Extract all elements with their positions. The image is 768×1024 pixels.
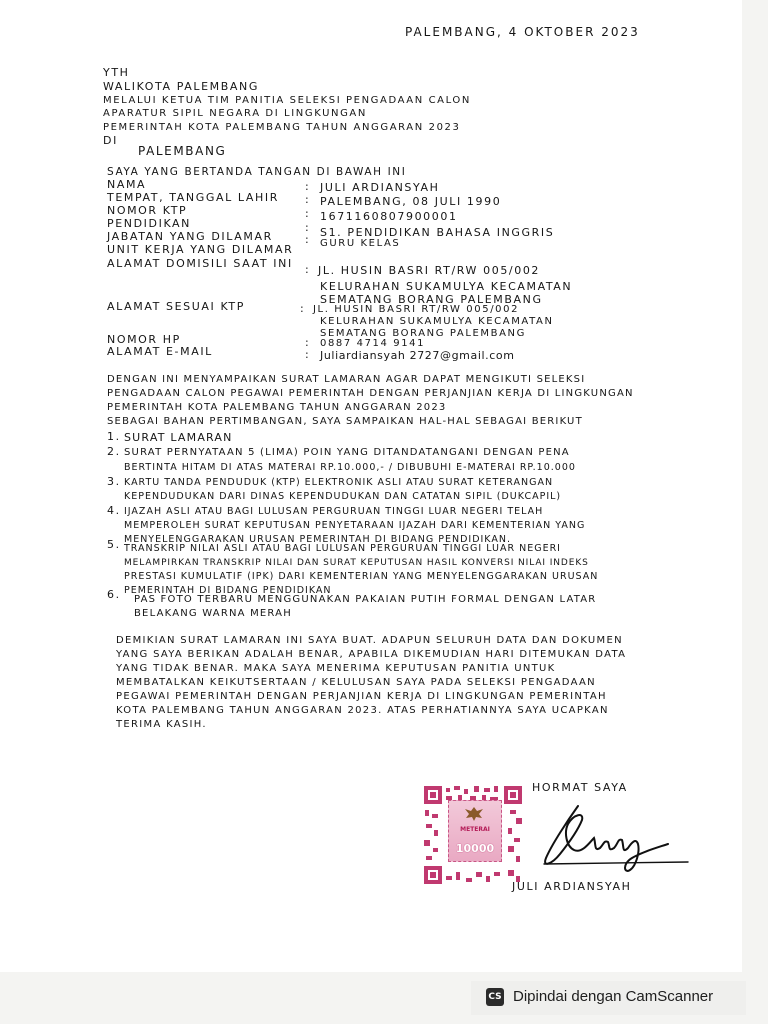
list-number: 5. <box>107 538 121 551</box>
field-value: Juliardiansyah 2727@gmail.com <box>320 349 515 362</box>
closing-line: TERIMA KASIH. <box>116 719 207 730</box>
field-colon: : <box>305 193 311 206</box>
list-item: MEMPEROLEH SURAT KEPUTUSAN PENYETARAAN IJAZAH DARI KEMENTERIAN YANG <box>124 520 586 531</box>
garuda-emblem-icon <box>463 805 485 823</box>
list-item: BERTINTA HITAM DI ATAS MATERAI RP.10.000,- / DIBUBUHI E-MATERAI RP.10.000 <box>124 462 576 473</box>
field-label: PENDIDIKAN <box>107 217 192 230</box>
list-number: 6. <box>107 588 121 601</box>
closing-line: MEMBATALKAN KEIKUTSERTAAN / KELULUSAN SAYA PADA SELEKSI PENGADAAN <box>116 677 596 688</box>
list-item: MENYELENGGARAKAN URUSAN PEMERINTAH DI BIDANG PENDIDIKAN. <box>124 534 511 545</box>
closing-line: DEMIKIAN SURAT LAMARAN INI SAYA BUAT. ADAPUN SELURUH DATA DAN DOKUMEN <box>116 635 623 646</box>
field-colon: : <box>300 302 306 315</box>
field-colon: : <box>305 336 311 349</box>
field-label: JABATAN YANG DILAMAR <box>107 230 273 243</box>
field-label: NAMA <box>107 178 147 191</box>
list-item: BELAKANG WARNA MERAH <box>134 608 292 619</box>
field-value: JULI ARDIANSYAH <box>320 181 440 194</box>
field-colon: : <box>305 233 311 246</box>
paragraph-line: SEBAGAI BAHAN PERTIMBANGAN, SAYA SAMPAIKAN HAL-HAL SEBAGAI BERIKUT <box>107 416 583 427</box>
list-item: KARTU TANDA PENDUDUK (KTP) ELEKTRONIK ASLI ATAU SURAT KETERANGAN <box>124 477 554 488</box>
list-item: MELAMPIRKAN TRANSKRIP NILAI DAN SURAT KEPUTUSAN HASIL KONVERSI NILAI INDEKS <box>124 558 589 568</box>
field-colon: : <box>305 263 311 276</box>
field-colon: : <box>305 221 311 234</box>
list-item: PRESTASI KUMULATIF (IPK) DARI KEMENTERIAN YANG MENYELENGGARAKAN URUSAN <box>124 571 599 582</box>
field-label: NOMOR HP <box>107 333 181 346</box>
field-value: JL. HUSIN BASRI RT/RW 005/002 <box>313 304 520 315</box>
list-item: PAS FOTO TERBARU MENGGUNAKAN PAKAIAN PUTIH FORMAL DENGAN LATAR <box>134 594 597 605</box>
field-label: NOMOR KTP <box>107 204 188 217</box>
closing-line: YANG SAYA BERIKAN ADALAH BENAR, APABILA DIKEMUDIAN HARI DITEMUKAN DATA <box>116 649 627 660</box>
stamp-value: 10000 <box>455 842 495 855</box>
field-value: 1671160807900001 <box>320 210 458 223</box>
address-line: PEMERINTAH KOTA PALEMBANG TAHUN ANGGARAN 2023 <box>103 122 461 133</box>
signature-title: HORMAT SAYA <box>532 781 628 794</box>
closing-line: YANG TIDAK BENAR. MAKA SAYA MENERIMA KEPUTUSAN PANITIA UNTUK <box>116 663 556 674</box>
list-number: 2. <box>107 445 121 458</box>
address-line: YTH <box>103 66 130 79</box>
paragraph-line: DENGAN INI MENYAMPAIKAN SURAT LAMARAN AGAR DAPAT MENGIKUTI SELEKSI <box>107 374 586 385</box>
list-item: SURAT PERNYATAAN 5 (LIMA) POIN YANG DITANDATANGANI DENGAN PENA <box>124 447 570 458</box>
paragraph-line: PEMERINTAH KOTA PALEMBANG TAHUN ANGGARAN 2023 <box>107 402 447 413</box>
closing-line: PEGAWAI PEMERINTAH DENGAN PERJANJIAN KERJA DI LINGKUNGAN PEMERINTAH <box>116 691 607 702</box>
field-colon: : <box>305 180 311 193</box>
address-line: WALIKOTA PALEMBANG <box>103 80 259 93</box>
field-value: SEMATANG BORANG PALEMBANG <box>320 293 543 306</box>
field-value: SEMATANG BORANG PALEMBANG <box>320 328 526 339</box>
list-number: 3. <box>107 475 121 488</box>
intro-line: SAYA YANG BERTANDA TANGAN DI BAWAH INI <box>107 166 407 178</box>
field-value: KELURAHAN SUKAMULYA KECAMATAN <box>320 280 573 293</box>
camscanner-watermark-text: Dipindai dengan CamScanner <box>513 988 714 1005</box>
handwritten-signature <box>538 800 690 880</box>
field-colon: : <box>305 207 311 220</box>
address-line: MELALUI KETUA TIM PANITIA SELEKSI PENGADAAN CALON <box>103 95 471 106</box>
address-line: DI <box>103 134 118 147</box>
letter-date: PALEMBANG, 4 OKTOBER 2023 <box>405 25 640 39</box>
field-value: JL. HUSIN BASRI RT/RW 005/002 <box>318 264 541 277</box>
field-value: 0887 4714 9141 <box>320 338 426 349</box>
closing-line: KOTA PALEMBANG TAHUN ANGGARAN 2023. ATAS PERHATIANNYA SAYA UCAPKAN <box>116 705 609 716</box>
field-label: ALAMAT DOMISILI SAAT INI <box>107 257 293 270</box>
field-value: PALEMBANG, 08 JULI 1990 <box>320 195 502 208</box>
field-label: ALAMAT SESUAI KTP <box>107 300 245 313</box>
field-label: ALAMAT E-MAIL <box>107 345 213 358</box>
list-number: 1. <box>107 430 121 443</box>
list-item: KEPENDUDUKAN DARI DINAS KEPENDUDUKAN DAN CATATAN SIPIL (DUKCAPIL) <box>124 491 562 502</box>
list-item: IJAZAH ASLI ATAU BAGI LULUSAN PERGURUAN TINGGI LUAR NEGERI TELAH <box>124 506 544 517</box>
list-item: TRANSKRIP NILAI ASLI ATAU BAGI LULUSAN PERGURUAN TINGGI LUAR NEGERI <box>124 543 561 554</box>
field-value: S1. PENDIDIKAN BAHASA INGGRIS <box>320 226 555 239</box>
field-label: TEMPAT, TANGGAL LAHIR <box>107 191 279 204</box>
camscanner-logo-icon: CS <box>486 988 504 1006</box>
field-colon: : <box>305 348 311 361</box>
list-item: SURAT LAMARAN <box>124 431 233 444</box>
signer-name: JULI ARDIANSYAH <box>512 880 632 893</box>
field-value: GURU KELAS <box>320 238 401 249</box>
address-line: APARATUR SIPIL NEGARA DI LINGKUNGAN <box>103 108 367 119</box>
list-number: 4. <box>107 504 121 517</box>
field-value: KELURAHAN SUKAMULYA KECAMATAN <box>320 316 554 327</box>
address-line: PALEMBANG <box>138 144 227 158</box>
stamp-label: METERAI <box>460 826 490 833</box>
meterai-stamp <box>448 800 502 862</box>
list-item: PEMERINTAH DI BIDANG PENDIDIKAN <box>124 585 332 596</box>
field-label: UNIT KERJA YANG DILAMAR <box>107 243 294 256</box>
paragraph-line: PENGADAAN CALON PEGAWAI PEMERINTAH DENGAN PERJANJIAN KERJA DI LINGKUNGAN <box>107 388 634 399</box>
